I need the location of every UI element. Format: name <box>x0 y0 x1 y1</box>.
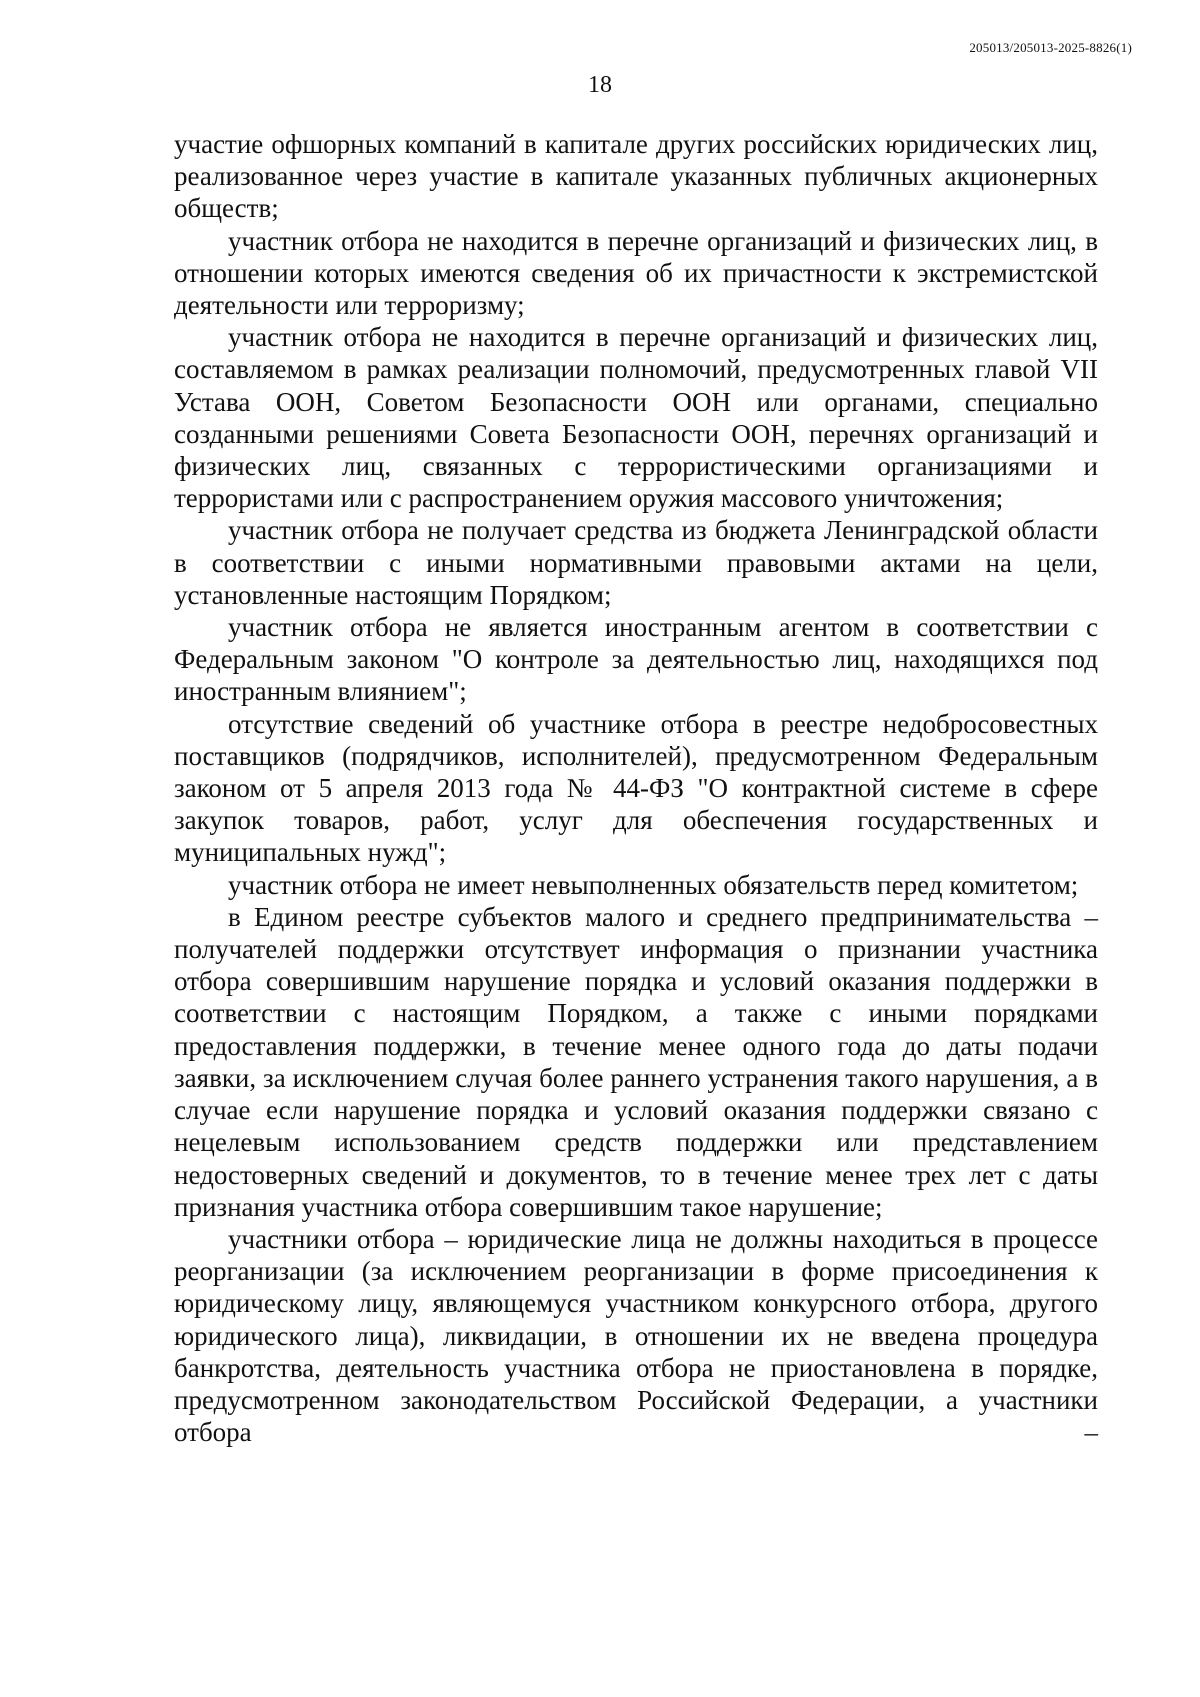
paragraph-budget-funds: участник отбора не получает средства из бюджета Ленинградской области в соответствии с иными нормативными правовыми актами на цели, установленные настоящим Порядком; <box>174 515 1098 610</box>
document-body <box>174 128 1098 1448</box>
page-number: 18 <box>588 72 612 98</box>
paragraph-un-list: участник отбора не находится в перечне организаций и физических лиц, составляемом в рамках реализации полномочий, предусмотренных главой VII Устава ООН, Советом Безопасности ООН или органами, специально созданными решениями Совета Безопасности ООН, перечнях организаций и физических лиц, связанных с террористическими организациями и террористами или с распространением оружия массового уничтожения; <box>174 322 1098 514</box>
paragraph-unfair-suppliers: отсутствие сведений об участнике отбора в реестре недобросовестных поставщиков (подрядчиков, исполнителей), предусмотренном Федеральным законом от 5 апреля 2013 года № 44-ФЗ "О контрактной системе в сфере закупок товаров, работ, услуг для обеспечения государственных и муниципальных нужд"; <box>174 708 1098 868</box>
paragraph-offshore: участие офшорных компаний в капитале других российских юридических лиц, реализованное через участие в капитале указанных публичных акционерных обществ; <box>174 129 1098 224</box>
paragraph-foreign-agent: участник отбора не является иностранным агентом в соответствии с Федеральным законом "О контроле за деятельностью лиц, находящихся под иностранным влиянием"; <box>174 612 1098 707</box>
paragraph-obligations: участник отбора не имеет невыполненных обязательств перед комитетом; <box>228 869 1079 900</box>
document-id: 205013/205013-2025-8826(1) <box>969 40 1132 55</box>
paragraph-extremism-list: участник отбора не находится в перечне организаций и физических лиц, в отношении которых имеются сведения об их причастности к экстремистской деятельности или терроризму; <box>174 225 1098 321</box>
paragraph-sme-registry: в Едином реестре субъектов малого и среднего предпринимательства – получателей поддержки отсутствует информация о признании участника отбора совершившим нарушение порядка и условий оказания поддержки в соответствии с настоящим Порядком, а также с иными порядками предоставления поддержки, в течение менее одного года до даты подачи заявки, за исключением случая более раннего устранения такого нарушения, а в случае если нарушение порядка и условий оказания поддержки связано с нецелевым использованием средств поддержки или представлением недостоверных сведений и документов, то в течение менее трех лет с даты признания участника отбора совершившим такое нарушение; <box>174 901 1098 1222</box>
paragraph-reorganization: участники отбора – юридические лица не должны находиться в процессе реорганизации (за исключением реорганизации в форме присоединения к юридическому лицу, являющемуся участником конкурсного отбора, другого юридического лица), ликвидации, в отношении их не введена процедура банкротства, деятельность участника отбора не приостановлена в порядке, предусмотренном законодательством Российской Федерации, а участники отбора – <box>174 1223 1098 1448</box>
